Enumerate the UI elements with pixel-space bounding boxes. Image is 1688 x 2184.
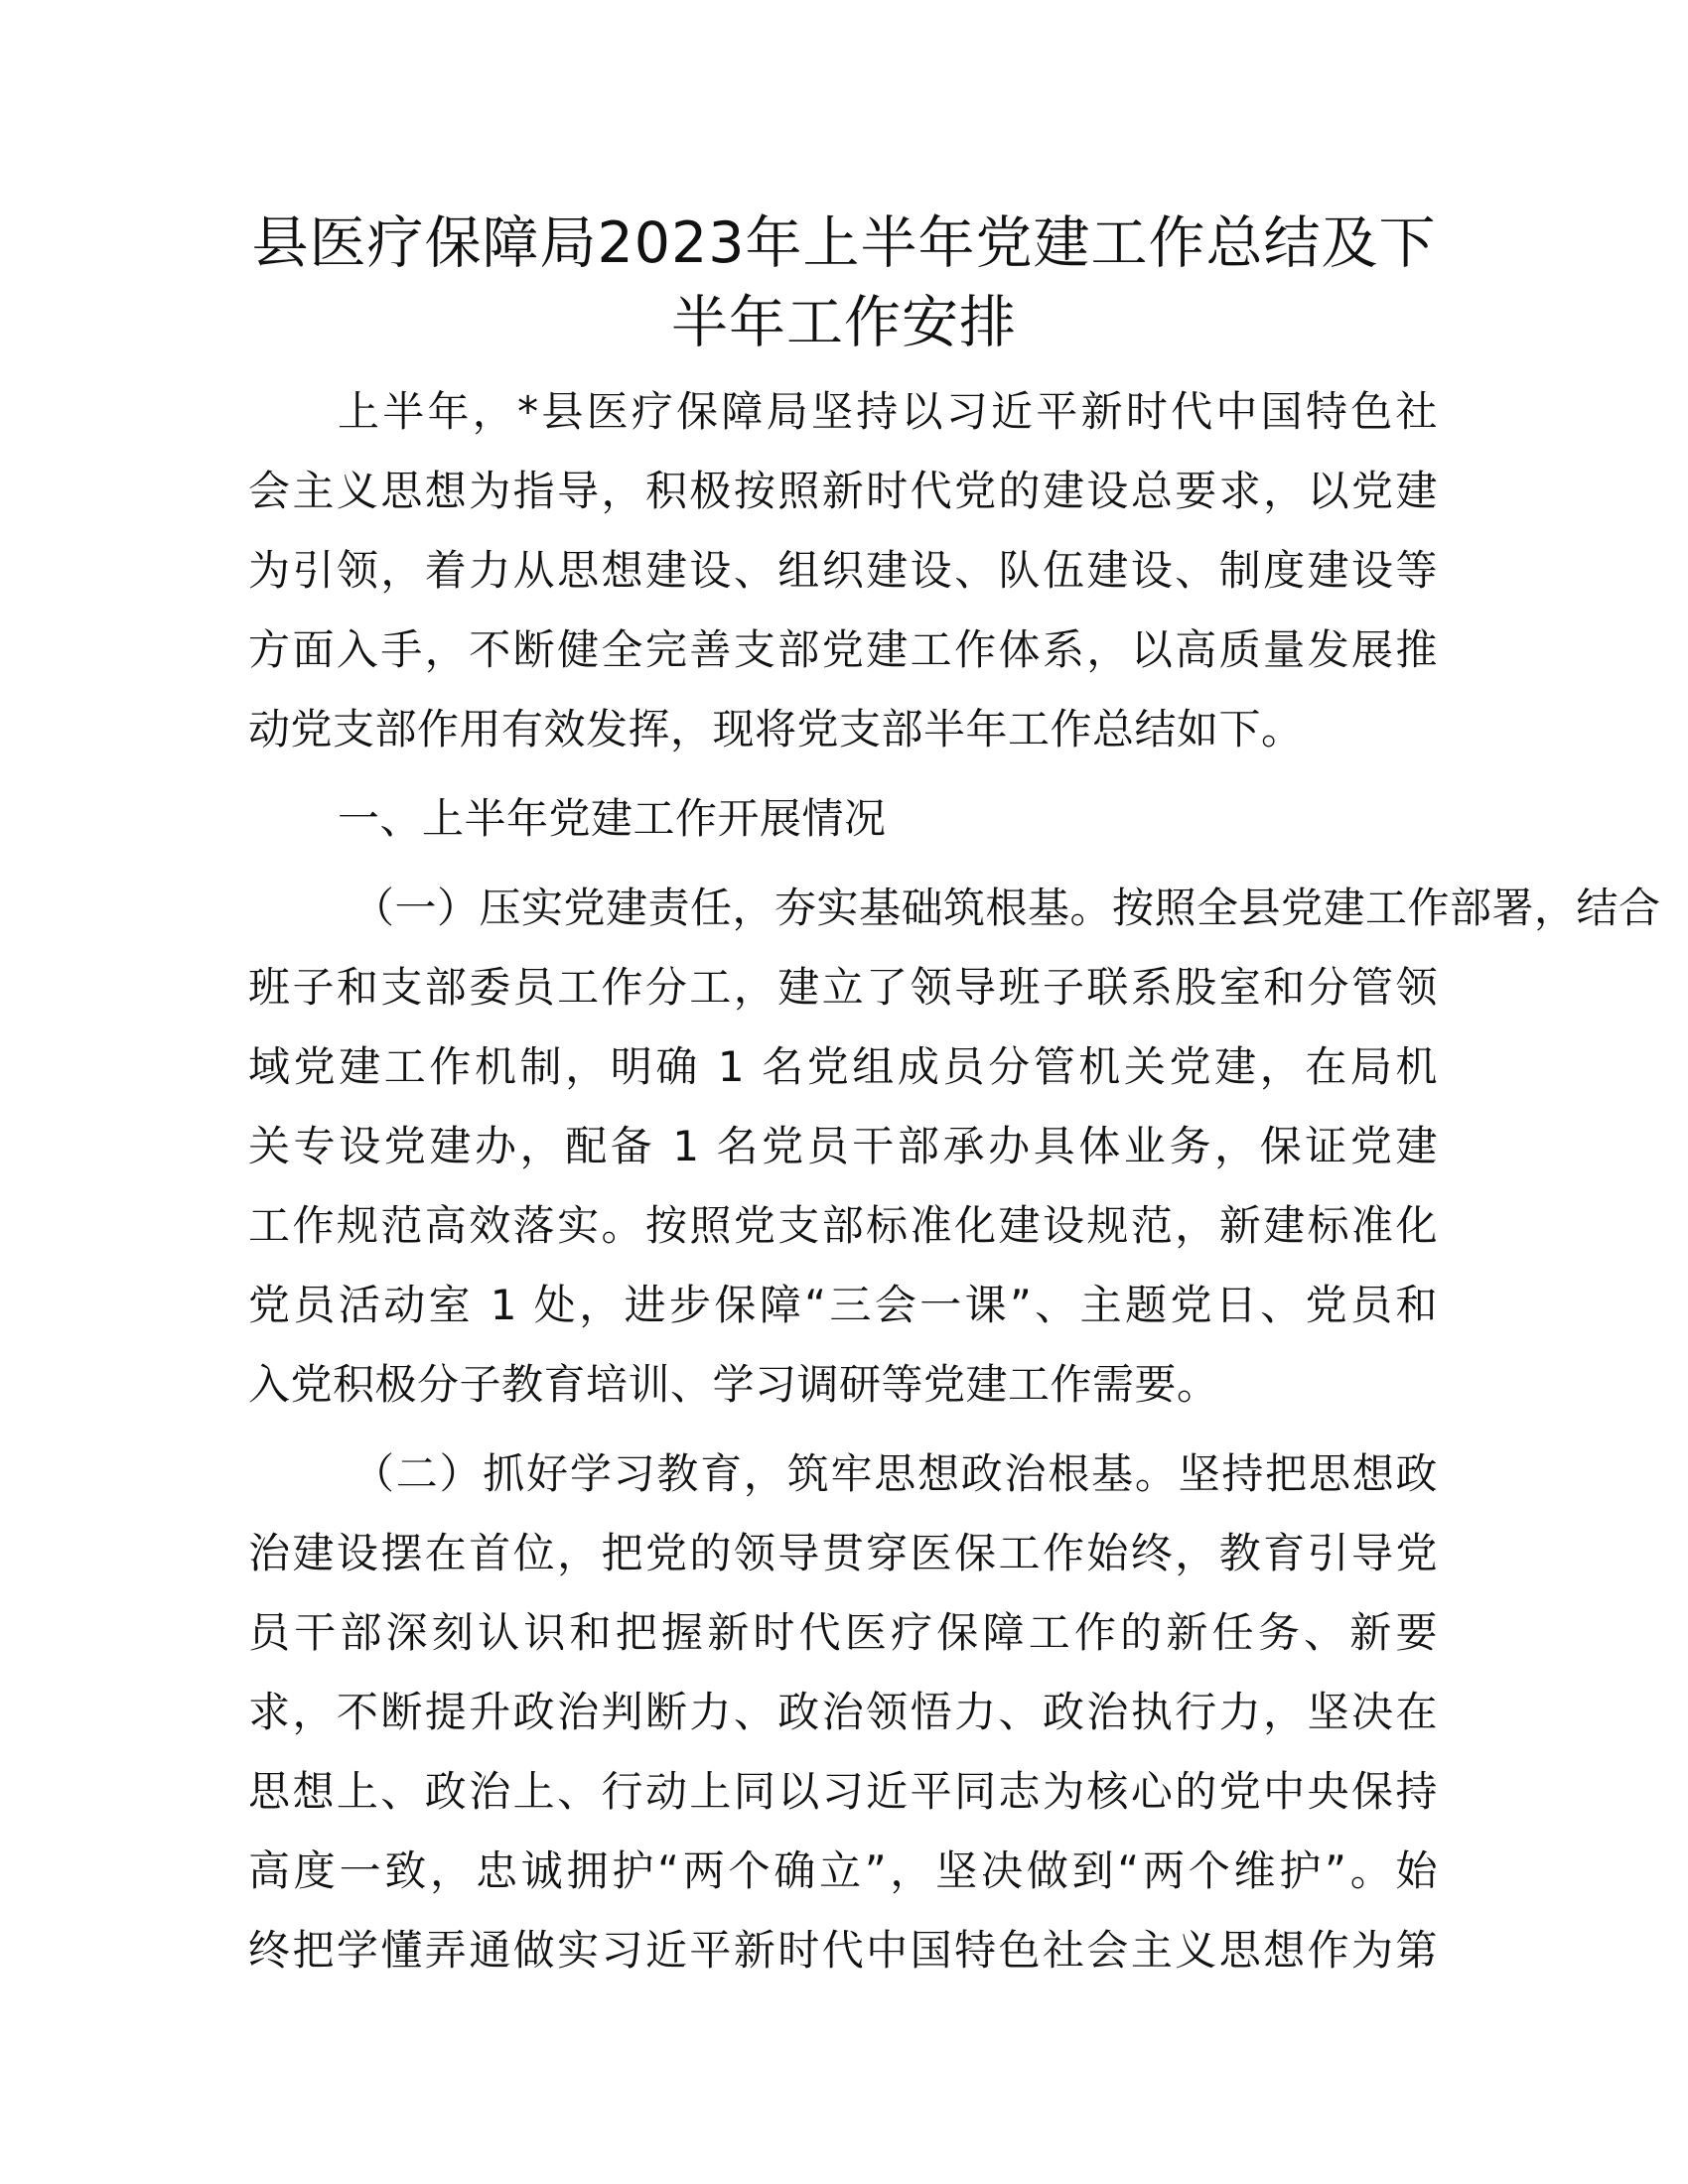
item2-line-3: 员干部深刻认识和把握新时代医疗保障工作的新任务、新要: [248, 1608, 1438, 1657]
item1-line-3: 域党建工作机制，明确 1 名党组成员分管机关党建，在局机: [248, 1042, 1438, 1091]
intro-line-5: 动党支部作用有效发挥，现将党支部半年工作总结如下。: [248, 705, 1304, 753]
intro-line-2: 会主义思想为指导，积极按照新时代党的建设总要求，以党建: [248, 467, 1438, 515]
intro-line-4: 方面入手，不断健全完善支部党建工作体系，以高质量发展推: [248, 625, 1438, 674]
intro-line-1: 上半年，*县医疗保障局坚持以习近平新时代中国特色社: [338, 387, 1438, 436]
item1-line-7: 入党积极分子教育培训、学习调研等党建工作需要。: [248, 1360, 1219, 1409]
item1-line-4: 关专设党建办，配备 1 名党员干部承办具体业务，保证党建: [248, 1122, 1438, 1170]
item1-line-5: 工作规范高效落实。按照党支部标准化建设规范，新建标准化: [248, 1201, 1438, 1250]
section-heading-1: 一、上半年党建工作开展情况: [338, 794, 887, 843]
item1-line-2: 班子和支部委员工作分工，建立了领导班子联系股室和分管领: [248, 963, 1438, 1012]
item2-line-2: 治建设摆在首位，把党的领导贯穿医保工作始终，教育引导党: [248, 1529, 1438, 1577]
item2-line-7: 终把学懂弄通做实习近平新时代中国特色社会主义思想作为第: [248, 1926, 1438, 1975]
document-title: [248, 204, 1440, 362]
item2-line-1: （二）抓好学习教育，筑牢思想政治根基。坚持把思想政: [352, 1449, 1438, 1498]
title-line-2: 半年工作安排: [671, 290, 1017, 355]
item2-line-4: 求，不断提升政治判断力、政治领悟力、政治执行力，坚决在: [248, 1688, 1438, 1736]
item2-line-6: 高度一致，忠诚拥护“两个确立”，坚决做到“两个维护”。始: [248, 1846, 1438, 1895]
item1-line-6: 党员活动室 1 处，进步保障“三会一课”、主题党日、党员和: [248, 1281, 1438, 1329]
item2-line-5: 思想上、政治上、行动上同以习近平同志为核心的党中央保持: [248, 1767, 1438, 1816]
intro-line-3: 为引领，着力从思想建设、组织建设、队伍建设、制度建设等: [248, 546, 1438, 595]
item1-line-1: （一）压实党建责任，夯实基础筑根基。按照全县党建工作部署，结合: [352, 884, 1661, 932]
title-line-1: 县医疗保障局2023年上半年党建工作总结及下: [251, 210, 1437, 276]
